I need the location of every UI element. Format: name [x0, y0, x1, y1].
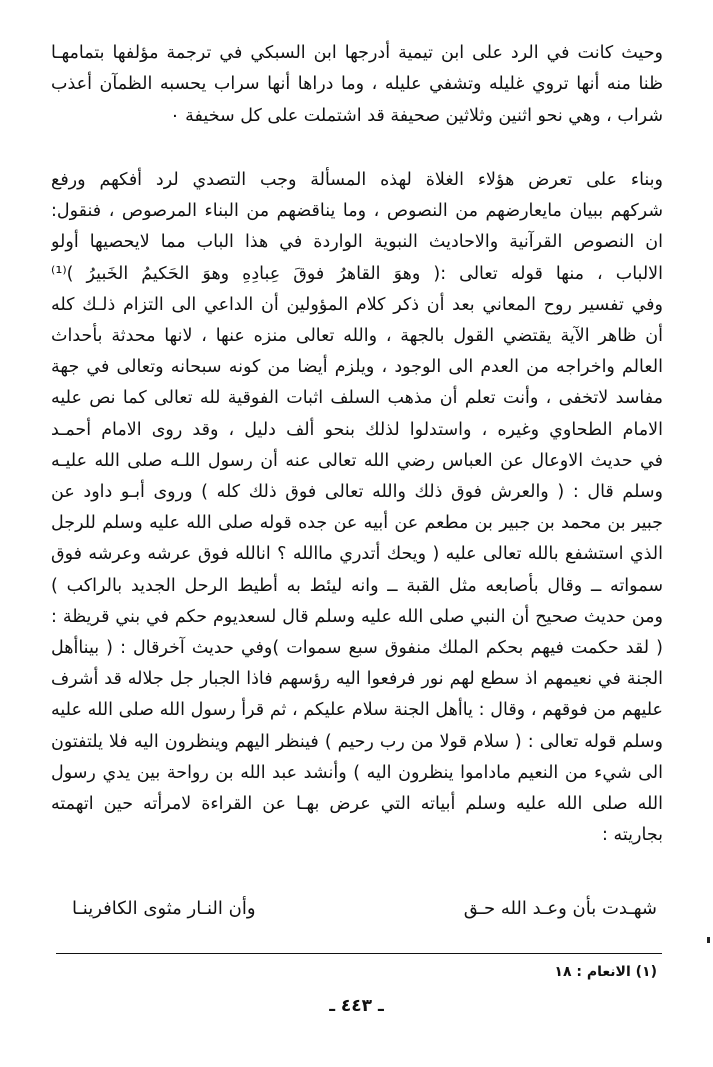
text-line: في حديث الاوعال عن العباس رضي الله تعالى عنه أن رسول اللـه صلى الله عليـه [51, 450, 663, 471]
text-line: ظنا منه أنها تروي غليله وتشفي عليله ، وما دراها أنها سراب يحسبه الظمآن أعذب [51, 74, 663, 95]
text-line: وفي تفسير روح المعاني بعد أن ذكر كلام المؤولين أن الداعي الى التزام ذلـك كله [51, 294, 663, 315]
page-number: ـ ٤٤٣ ـ [329, 996, 384, 1016]
footnote: (١) الانعام : ١٨ [554, 964, 657, 980]
verse-second-hemistich: وأن النـار مثوى الكافرينـا [72, 898, 256, 919]
text-line: ( لقد حكمت فيهم بحكم الملك منفوق سبع سموات )وفي حديث آخرقال : ( بيناأهل [51, 638, 663, 658]
text-line: الامام الطحاوي وغيره ، واستدلوا لذلك بنحو ألف دليل ، وقد روى الامام أحمـد [51, 419, 663, 440]
text-line: شراب ، وهي نحو اثنين وثلاثين صحيفة قد اشتملت على كل سخيفة ٠ [170, 105, 663, 126]
text-line: الذي استشفع بالله تعالى عليه ( ويحك أتدري ماالله ؟ انالله فوق عرشه وعرشه فوق [51, 544, 663, 565]
text-line: وسلم قوله تعالى : ( سلام قولا من رب رحيم ) فينظر اليهم وينظرون اليه فلا يلتفتون [51, 731, 663, 752]
text-line: الله صلى الله عليه وسلم أبياته التي عرض بهـا عن القراءة لامرأته حين اتهمته [51, 794, 663, 814]
text-line: ان النصوص القرآنية والاحاديث النبوية الواردة في هذا الباب مما لايحصيها أولو [51, 232, 663, 253]
text-line: شركهم ببيان مايعارضهم من النصوص ، وما يناقضهم من البناء المرصوص ، فنقول: [51, 201, 663, 222]
text-line: جبير بن محمد بن جبير بن مطعم عن أبيه عن جده قوله صلى الله عليه وسلم للرجل [51, 513, 663, 534]
text-line: ومن حديث صحيح أن النبي صلى الله عليه وسلم قال لسعديوم حكم في بني قريظة : [51, 606, 663, 627]
text-line: بجاريته : [602, 825, 663, 846]
text-line: الجنة في نعيمهم اذ سطع لهم نور فرفعوا اليه رؤسهم فاذا الجبار جل جلاله قد أشرف [51, 669, 663, 690]
text-line: العالم واخراجه من العدم الى الوجود ، ويلزم أيضا من كونه سبحانه وتعالى في جهة [51, 357, 663, 378]
text-line: الالباب ، منها قوله تعالى :( وهوَ القاهرُ فوقَ عِبادِهِ وهوَ الحَكيمُ الخَبيرُ )⁽¹⁾ [51, 263, 663, 284]
text-line: الى شيء من النعيم ماداموا ينظرون اليه ) وأنشد عبد الله بن رواحة بين يدي رسول [51, 762, 663, 783]
text-line: مفاسد لاتخفى ، وأنت تعلم أن مذهب السلف اثبات الفوقية لله تعالى كما نص عليه [51, 388, 663, 409]
margin-mark [707, 937, 710, 943]
text-line: سمواته ــ وقال بأصابعه مثل القبة ــ وانه ليئط به أطيط الرحل الجديد بالراكب ) [51, 575, 663, 596]
text-line: وبناء على تعرض هؤلاء الغلاة لهذه المسألة وجب التصدي لرد أفكهم ورفع [51, 170, 663, 190]
verse-first-hemistich: شهـدت بأن وعـد الله حـق [463, 898, 657, 919]
text-line: وحيث كانت في الرد على ابن تيمية أدرجها ابن السبكي في ترجمة مؤلفها بتمامهـا [51, 43, 663, 63]
text-line: عليهم من فوقهم ، وقال : ياأهل الجنة سلام عليكم ، ثم قرأ رسول الله صلى الله عليه [51, 700, 663, 721]
text-line: أن ظاهر الآية يقتضي القول بالجهة ، والله تعالى منزه عنها ، لانها محدثة بأحداث [51, 326, 663, 346]
text-line: وسلم قال : ( والعرش فوق ذلك والله تعالى فوق ذلك كله ) وروى أبـو داود عن [51, 482, 663, 502]
footnote-separator [56, 953, 662, 954]
